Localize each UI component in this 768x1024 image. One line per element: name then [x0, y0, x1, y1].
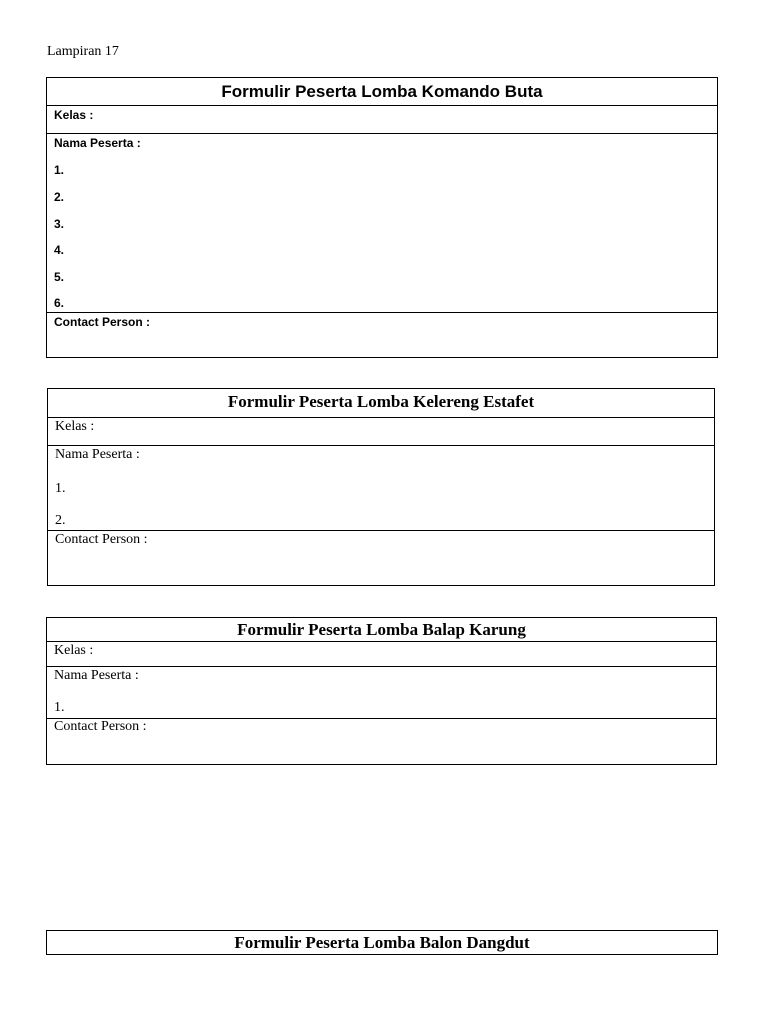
nama-peserta-label: Nama Peserta :: [55, 447, 140, 462]
form-title: Formulir Peserta Lomba Kelereng Estafet: [48, 389, 714, 418]
form-title: Formulir Peserta Lomba Balon Dangdut: [47, 931, 717, 955]
form-title: Formulir Peserta Lomba Komando Buta: [47, 78, 717, 106]
contact-person-label: Contact Person :: [55, 532, 148, 547]
contact-person-field[interactable]: [48, 531, 714, 586]
participant-number: 5.: [54, 270, 65, 284]
kelas-label: Kelas :: [54, 643, 94, 658]
kelas-field[interactable]: [48, 418, 714, 446]
form-komando-buta: [46, 77, 718, 358]
nama-peserta-field[interactable]: [48, 446, 714, 531]
participant-number: 1.: [55, 481, 66, 496]
form-kelereng-estafet: [47, 388, 715, 586]
contact-person-label: Contact Person :: [54, 719, 147, 734]
participant-number: 6.: [54, 296, 65, 310]
nama-peserta-field[interactable]: [47, 667, 716, 719]
participant-number: 4.: [54, 243, 65, 257]
participant-number: 1.: [54, 700, 65, 715]
participant-number: 2.: [55, 513, 66, 528]
contact-person-field[interactable]: [47, 313, 717, 358]
contact-person-field[interactable]: [47, 719, 716, 765]
kelas-label: Kelas :: [54, 108, 94, 122]
form-title: Formulir Peserta Lomba Balap Karung: [47, 618, 716, 642]
kelas-label: Kelas :: [55, 419, 95, 434]
attachment-label: Lampiran 17: [47, 44, 119, 59]
nama-peserta-label: Nama Peserta :: [54, 668, 139, 683]
contact-person-label: Contact Person :: [54, 315, 151, 329]
form-balon-dangdut: [46, 930, 718, 955]
form-balap-karung: [46, 617, 717, 765]
kelas-field[interactable]: [47, 106, 717, 134]
nama-peserta-field[interactable]: [47, 134, 717, 313]
nama-peserta-label: Nama Peserta :: [54, 136, 141, 150]
kelas-field[interactable]: [47, 642, 716, 667]
participant-number: 2.: [54, 190, 65, 204]
participant-number: 1.: [54, 163, 65, 177]
participant-number: 3.: [54, 217, 65, 231]
